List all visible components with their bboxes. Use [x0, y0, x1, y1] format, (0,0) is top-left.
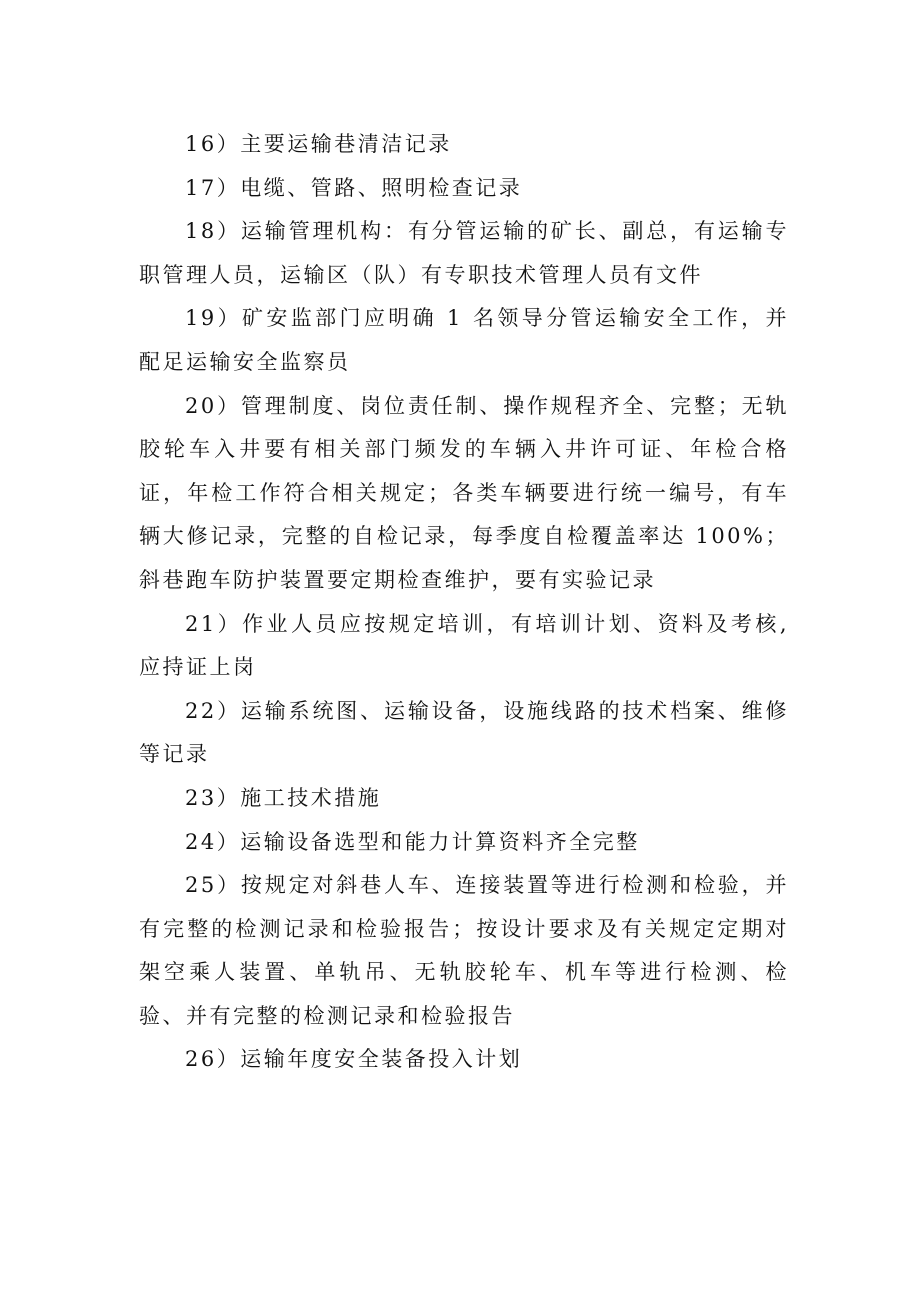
document-body	[139, 123, 789, 1082]
list-item-21: 21）作业人员应按规定培训，有培训计划、资料及考核,应持证上岗	[139, 611, 789, 680]
list-item-20: 20）管理制度、岗位责任制、操作规程齐全、完整；无轨胶轮车入井要有相关部门频发的车辆入井许可证、年检合格证，年检工作符合相关规定；各类车辆要进行统一编号，有车辆大修记录，完整的自检记录，每季度自检覆盖率达 100%；斜巷跑车防护装置要定期检查维护，要有实验记录	[139, 393, 789, 592]
list-item-23: 23）施工技术措施	[185, 785, 382, 810]
list-item-22: 22）运输系统图、运输设备，设施线路的技术档案、维修等记录	[139, 698, 789, 767]
list-item-26: 26）运输年度安全装备投入计划	[185, 1047, 523, 1072]
list-item-16: 16）主要运输巷清洁记录	[185, 132, 452, 156]
list-item-24: 24）运输设备选型和能力计算资料齐全完整	[185, 829, 640, 854]
list-item-17: 17）电缆、管路、照明检查记录	[185, 175, 523, 200]
list-item-19: 19）矿安监部门应明确 1 名领导分管运输安全工作，并配足运输安全监察员	[139, 306, 789, 374]
list-item-25: 25）按规定对斜巷人车、连接装置等进行检测和检验，并有完整的检测记录和检验报告；按设计要求及有关规定定期对架空乘人装置、单轨吊、无轨胶轮车、机车等进行检测、检验、并有完整的检测记录和检验报告	[139, 873, 789, 1028]
list-item-18: 18）运输管理机构：有分管运输的矿长、副总，有运输专职管理人员，运输区（队）有专职技术管理人员有文件	[139, 219, 789, 287]
